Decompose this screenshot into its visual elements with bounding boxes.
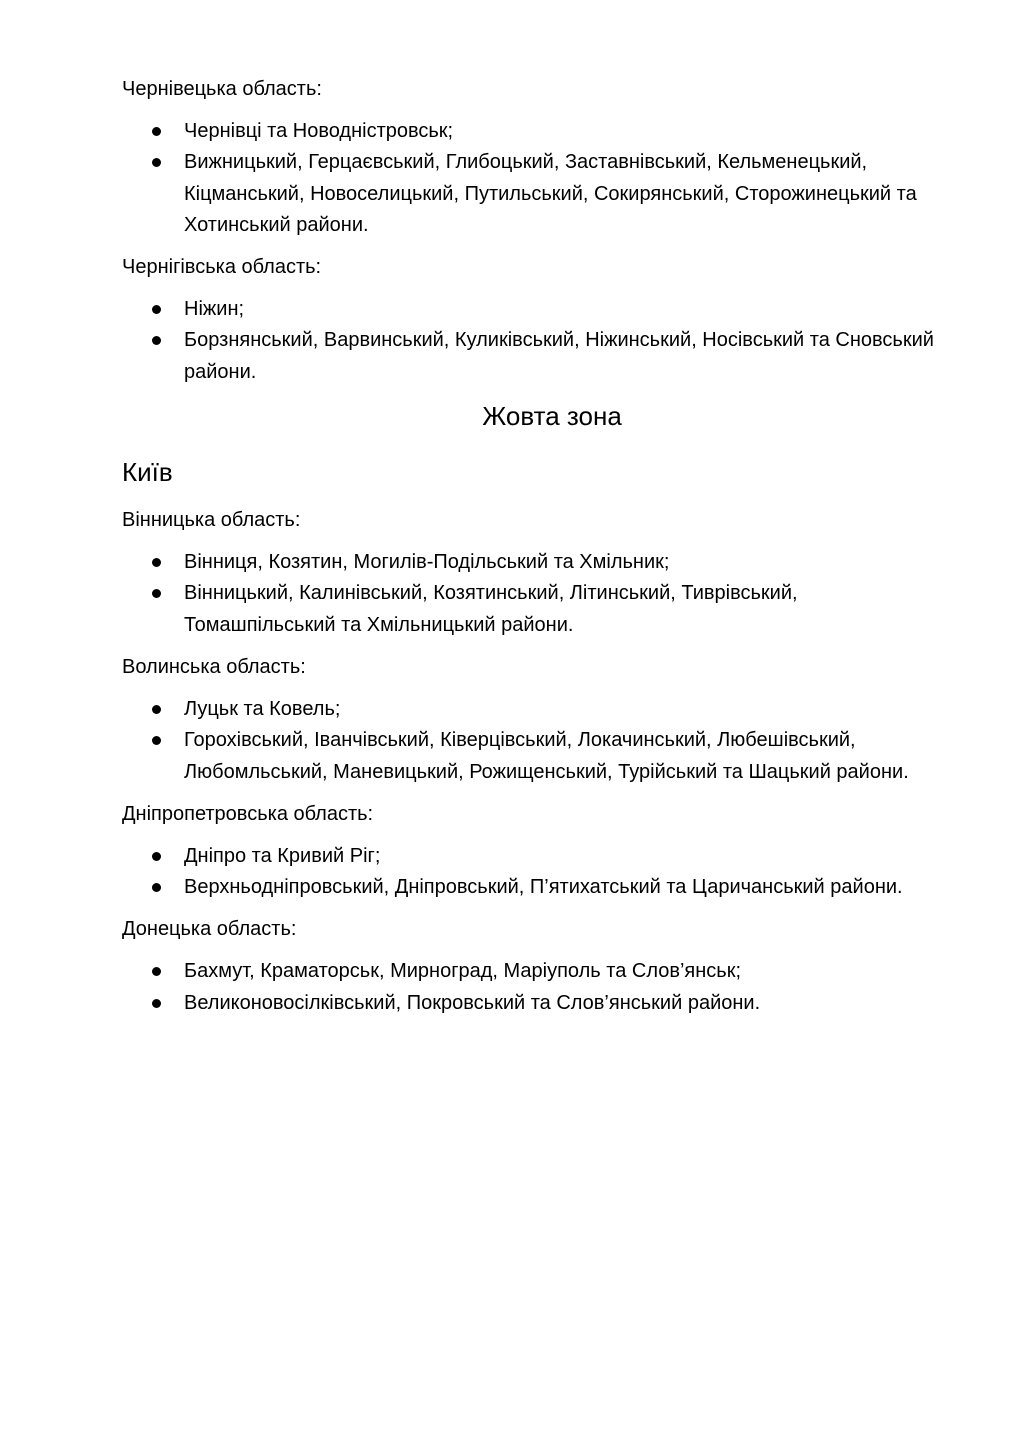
list-item-text: Чернівці та Новодністровськ; — [184, 120, 454, 142]
bullet-icon — [152, 705, 161, 714]
region-label: Донецька область: — [122, 918, 297, 941]
bullet-icon — [152, 967, 161, 976]
list-item — [122, 116, 952, 147]
region-label: Волинська область: — [122, 655, 306, 678]
list-item-text: Вінниця, Козятин, Могилів-Подільський та Хмільник; — [184, 551, 670, 574]
region-block-chernivtsi — [122, 74, 952, 252]
list-item — [122, 294, 952, 325]
region-block-volyn — [122, 652, 952, 799]
list-item-text: Верхньодніпровський, Дніпровський, П’ятихатський та Царичанський райони. — [184, 876, 903, 899]
region-item-list — [122, 116, 952, 241]
list-item-text: Луцьк та Ковель; — [184, 697, 341, 720]
region-block-dnipropetrovsk — [122, 799, 952, 915]
list-item — [122, 988, 952, 1019]
bullet-icon — [152, 736, 161, 745]
list-item-text: Ніжин; — [184, 298, 245, 321]
bullet-icon — [152, 336, 161, 345]
region-label: Чернівецька область: — [122, 78, 322, 100]
region-block-donetsk — [122, 914, 952, 1019]
list-item-text: Вінницький, Калинівський, Козятинський, Літинський, Тиврівський, Томашпільський та Хмільницький райони. — [184, 582, 798, 636]
list-item — [122, 147, 952, 241]
region-item-list — [122, 294, 952, 388]
region-item-list — [122, 956, 952, 1019]
region-label: Дніпропетровська область: — [122, 802, 374, 825]
region-item-list — [122, 841, 952, 904]
list-item — [122, 547, 952, 578]
list-item — [122, 578, 952, 641]
list-item-text: Великоновосілківський, Покровський та Слов’янський райони. — [184, 991, 761, 1014]
list-item — [122, 956, 952, 987]
bullet-icon — [152, 589, 161, 598]
city-heading: Київ — [122, 457, 173, 488]
region-item-list — [122, 694, 952, 788]
bullet-icon — [152, 158, 161, 167]
document-content — [122, 74, 952, 1019]
list-item-text: Дніпро та Кривий Ріг; — [184, 844, 381, 867]
zone-heading: Жовта зона — [482, 401, 622, 432]
list-item-text: Борзнянський, Варвинський, Куликівський, Ніжинський, Носівський та Сновський райони. — [184, 329, 934, 383]
list-item-text: Вижницький, Герцаєвський, Глибоцький, Заставнівський, Кельменецький, Кіцманський, Новоселицький, Путильський, Сокирянський, Сторожинецький та Хотинський райони. — [184, 151, 917, 236]
bullet-icon — [152, 305, 161, 314]
region-block-vinnytsia — [122, 505, 952, 652]
list-item-text: Горохівський, Іванчівський, Ківерцівський, Локачинський, Любешівський, Любомльський, Маневицький, Рожищенський, Турійський та Шацький райони. — [184, 729, 909, 783]
region-item-list — [122, 547, 952, 641]
bullet-icon — [152, 127, 161, 136]
region-block-chernihiv — [122, 252, 952, 388]
bullet-icon — [152, 883, 161, 892]
region-label: Вінницька область: — [122, 509, 301, 532]
list-item — [122, 872, 952, 903]
list-item — [122, 325, 952, 388]
list-item — [122, 725, 952, 788]
list-item-text: Бахмут, Краматорськ, Мирноград, Маріуполь та Слов’янськ; — [184, 960, 742, 983]
list-item — [122, 694, 952, 725]
list-item — [122, 841, 952, 872]
bullet-icon — [152, 558, 161, 567]
bullet-icon — [152, 852, 161, 861]
region-label: Чернігівська область: — [122, 256, 322, 279]
bullet-icon — [152, 999, 161, 1008]
